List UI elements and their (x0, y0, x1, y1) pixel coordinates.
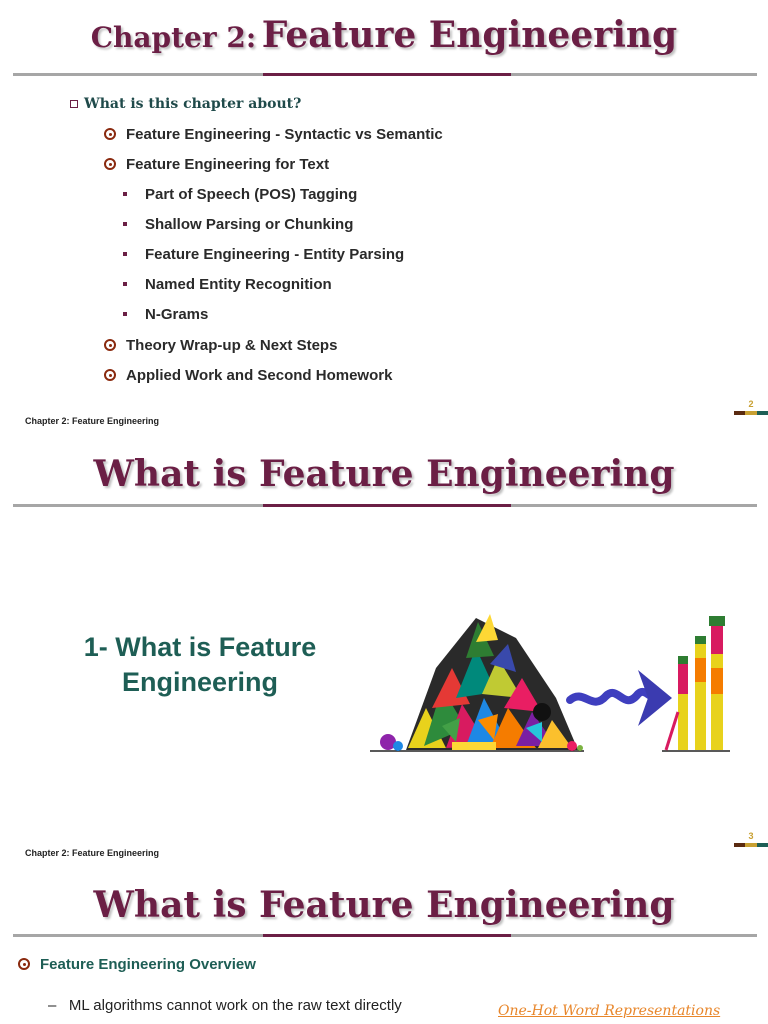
target-bullet-icon (104, 128, 116, 140)
slide-title: What is Feature Engineering (93, 453, 675, 495)
square-bullet-icon (123, 192, 127, 196)
sub-list-item: N-Grams (123, 306, 208, 323)
list-item: Feature Engineering - Syntactic vs Semantic (104, 126, 443, 143)
page-number: 2 (748, 399, 754, 409)
slide-fe-overview (0, 863, 768, 1024)
sub-list-item: Feature Engineering - Entity Parsing (123, 246, 404, 263)
title-divider (13, 73, 757, 76)
title-divider (13, 504, 757, 507)
sub-list-item: Shallow Parsing or Chunking (123, 216, 353, 233)
intro-line: What is this chapter about? (70, 96, 301, 112)
sub-list-item: Named Entity Recognition (123, 276, 332, 293)
slide-chapter-overview (0, 0, 768, 432)
target-bullet-icon (18, 958, 30, 970)
square-bullet-icon (123, 312, 127, 316)
square-outline-icon (70, 100, 78, 108)
square-bullet-icon (123, 282, 127, 286)
target-bullet-icon (104, 369, 116, 381)
slide-footer: Chapter 2: Feature Engineering (25, 416, 160, 426)
slide-title: What is Feature Engineering (93, 884, 675, 926)
slide-title: Chapter 2: Feature Engineering (90, 14, 678, 56)
sub-list-item: Part of Speech (POS) Tagging (123, 186, 357, 203)
list-item: Feature Engineering for Text (104, 156, 329, 173)
square-bullet-icon (123, 252, 127, 256)
overview-heading: Feature Engineering Overview (18, 956, 256, 973)
overview-bullet: – ML algorithms cannot work on the raw text directly (48, 997, 402, 1014)
handwritten-note: One-Hot Word Representations (498, 1003, 721, 1019)
target-bullet-icon (104, 158, 116, 170)
target-bullet-icon (104, 339, 116, 351)
section-heading: 1- What is Feature Engineering (83, 632, 317, 697)
square-bullet-icon (123, 222, 127, 226)
page-number-bar (734, 843, 768, 847)
page-number: 3 (748, 831, 754, 841)
page-number-bar (734, 411, 768, 415)
title-divider (13, 934, 757, 937)
slide-footer: Chapter 2: Feature Engineering (25, 848, 160, 858)
slide-what-is-fe-section (0, 432, 768, 863)
shapes-to-bars-illustration (366, 608, 738, 756)
list-item: Theory Wrap-up & Next Steps (104, 337, 337, 354)
list-item: Applied Work and Second Homework (104, 367, 392, 384)
